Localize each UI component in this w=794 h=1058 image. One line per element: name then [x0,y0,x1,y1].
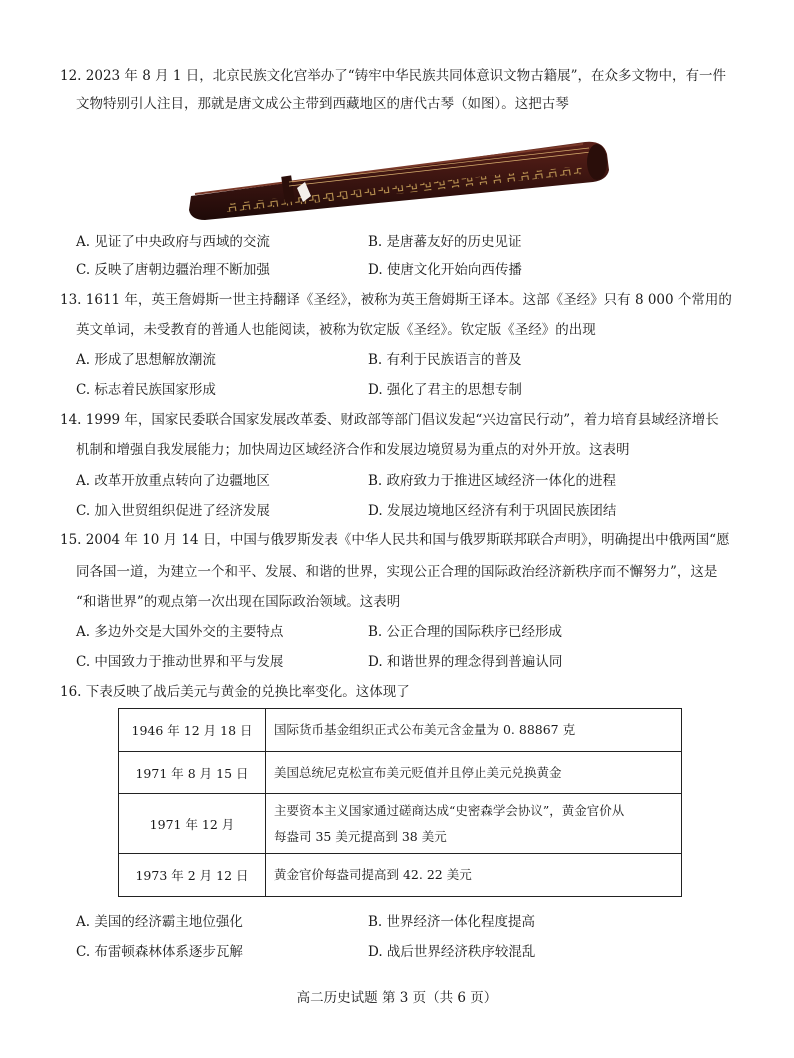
table-cell-desc [266,854,682,897]
q12-line-1: 12. 2023 年 8 月 1 日，北京民族文化宫举办了“铸牢中华民族共同体意识文物古籍展”，在众多文物中，有一件 [60,68,727,84]
q13-line-1: 13. 1611 年，英王詹姆斯一世主持翻译《圣经》，被称为英王詹姆斯王译本。这部《圣经》只有 8 000 个常用的 [60,292,732,308]
q14-option-c[interactable]: C. 加入世贸组织促进了经济发展 [76,503,270,519]
page-footer: 高二历史试题 第 3 页（共 6 页） [296,990,498,1006]
q15-line-3: “和谐世界”的观点第一次出现在国际政治领域。这表明 [76,594,401,610]
q12-option-d[interactable]: D. 使唐文化开始向西传播 [368,262,522,278]
table-row [119,709,682,752]
table-cell-date: 1971 年 12 月 [119,794,266,854]
q13-option-d[interactable]: D. 强化了君主的思想专制 [368,382,522,398]
q15-line-1: 15. 2004 年 10 月 14 日，中国与俄罗斯发表《中华人民共和国与俄罗斯联邦联合声明》，明确提出中俄两国“愿 [60,532,730,548]
q12-option-b[interactable]: B. 是唐蕃友好的历史见证 [368,234,522,250]
table-cell-date: 1946 年 12 月 18 日 [119,709,266,752]
q15-option-a[interactable]: A. 多边外交是大国外交的主要特点 [76,624,284,640]
q16-line-1: 16. 下表反映了战后美元与黄金的兑换比率变化。这体现了 [60,684,410,700]
table-cell-date: 1973 年 2 月 12 日 [119,854,266,897]
q15-line-2: 同各国一道，为建立一个和平、发展、和谐的世界，实现公正合理的国际政治经济新秩序而不懈努力”，这是 [76,564,718,580]
table-cell-desc-text: 美国总统尼克松宣布美元贬值并且停止美元兑换黄金 [274,764,562,780]
q14-option-a[interactable]: A. 改革开放重点转向了边疆地区 [76,473,270,489]
table-cell-desc-text: 国际货币基金组织正式公布美元含金量为 0. 88867 克 [274,722,576,737]
q12-option-a[interactable]: A. 见证了中央政府与西域的交流 [76,234,270,250]
q16-option-d[interactable]: D. 战后世界经济秩序较混乱 [368,944,536,960]
q13-line-2: 英文单词，未受教育的普通人也能阅读，被称为钦定版《圣经》。钦定版《圣经》的出现 [76,322,596,338]
table-cell-date: 1971 年 8 月 15 日 [119,752,266,794]
q15-option-b[interactable]: B. 公正合理的国际秩序已经形成 [368,624,563,640]
q14-line-1: 14. 1999 年，国家民委联合国家发展改革委、财政部等部门倡议发起“兴边富民行动”，着力培育县域经济增长 [60,412,719,428]
table-cell-desc-text: 每盎司 35 美元提高到 38 美元 [274,828,447,844]
table-cell-desc [266,794,682,854]
q14-line-2: 机制和增强自我发展能力；加快周边区域经济合作和发展边境贸易为重点的对外开放。这表明 [76,442,630,458]
q16-option-a[interactable]: A. 美国的经济霸主地位强化 [76,914,243,930]
table-row [119,752,682,794]
q13-option-c[interactable]: C. 标志着民族国家形成 [76,382,216,398]
q13-option-b[interactable]: B. 有利于民族语言的普及 [368,352,522,368]
q12-line-2: 文物特别引人注目，那就是唐文成公主带到西藏地区的唐代古琴（如图）。这把古琴 [76,96,569,112]
gold-exchange-table [118,708,682,897]
q14-option-b[interactable]: B. 政府致力于推进区域经济一体化的进程 [368,473,617,489]
ancient-guqin-image [185,122,613,222]
table-cell-desc [266,752,682,794]
table-cell-desc-text: 主要资本主义国家通过磋商达成“史密森学会协议”，黄金官价从 [274,802,625,818]
q14-option-d[interactable]: D. 发展边境地区经济有利于巩固民族团结 [368,503,617,519]
q16-option-c[interactable]: C. 布雷顿森林体系逐步瓦解 [76,944,243,960]
table-row [119,794,682,854]
q15-option-d[interactable]: D. 和谐世界的理念得到普遍认同 [368,654,563,670]
table-row [119,854,682,897]
q12-option-c[interactable]: C. 反映了唐朝边疆治理不断加强 [76,262,270,278]
q13-option-a[interactable]: A. 形成了思想解放潮流 [76,352,216,368]
q15-option-c[interactable]: C. 中国致力于推动世界和平与发展 [76,654,284,670]
q16-option-b[interactable]: B. 世界经济一体化程度提高 [368,914,536,930]
table-cell-desc [266,709,682,752]
table-cell-desc-text: 黄金官价每盎司提高到 42. 22 美元 [274,867,472,882]
